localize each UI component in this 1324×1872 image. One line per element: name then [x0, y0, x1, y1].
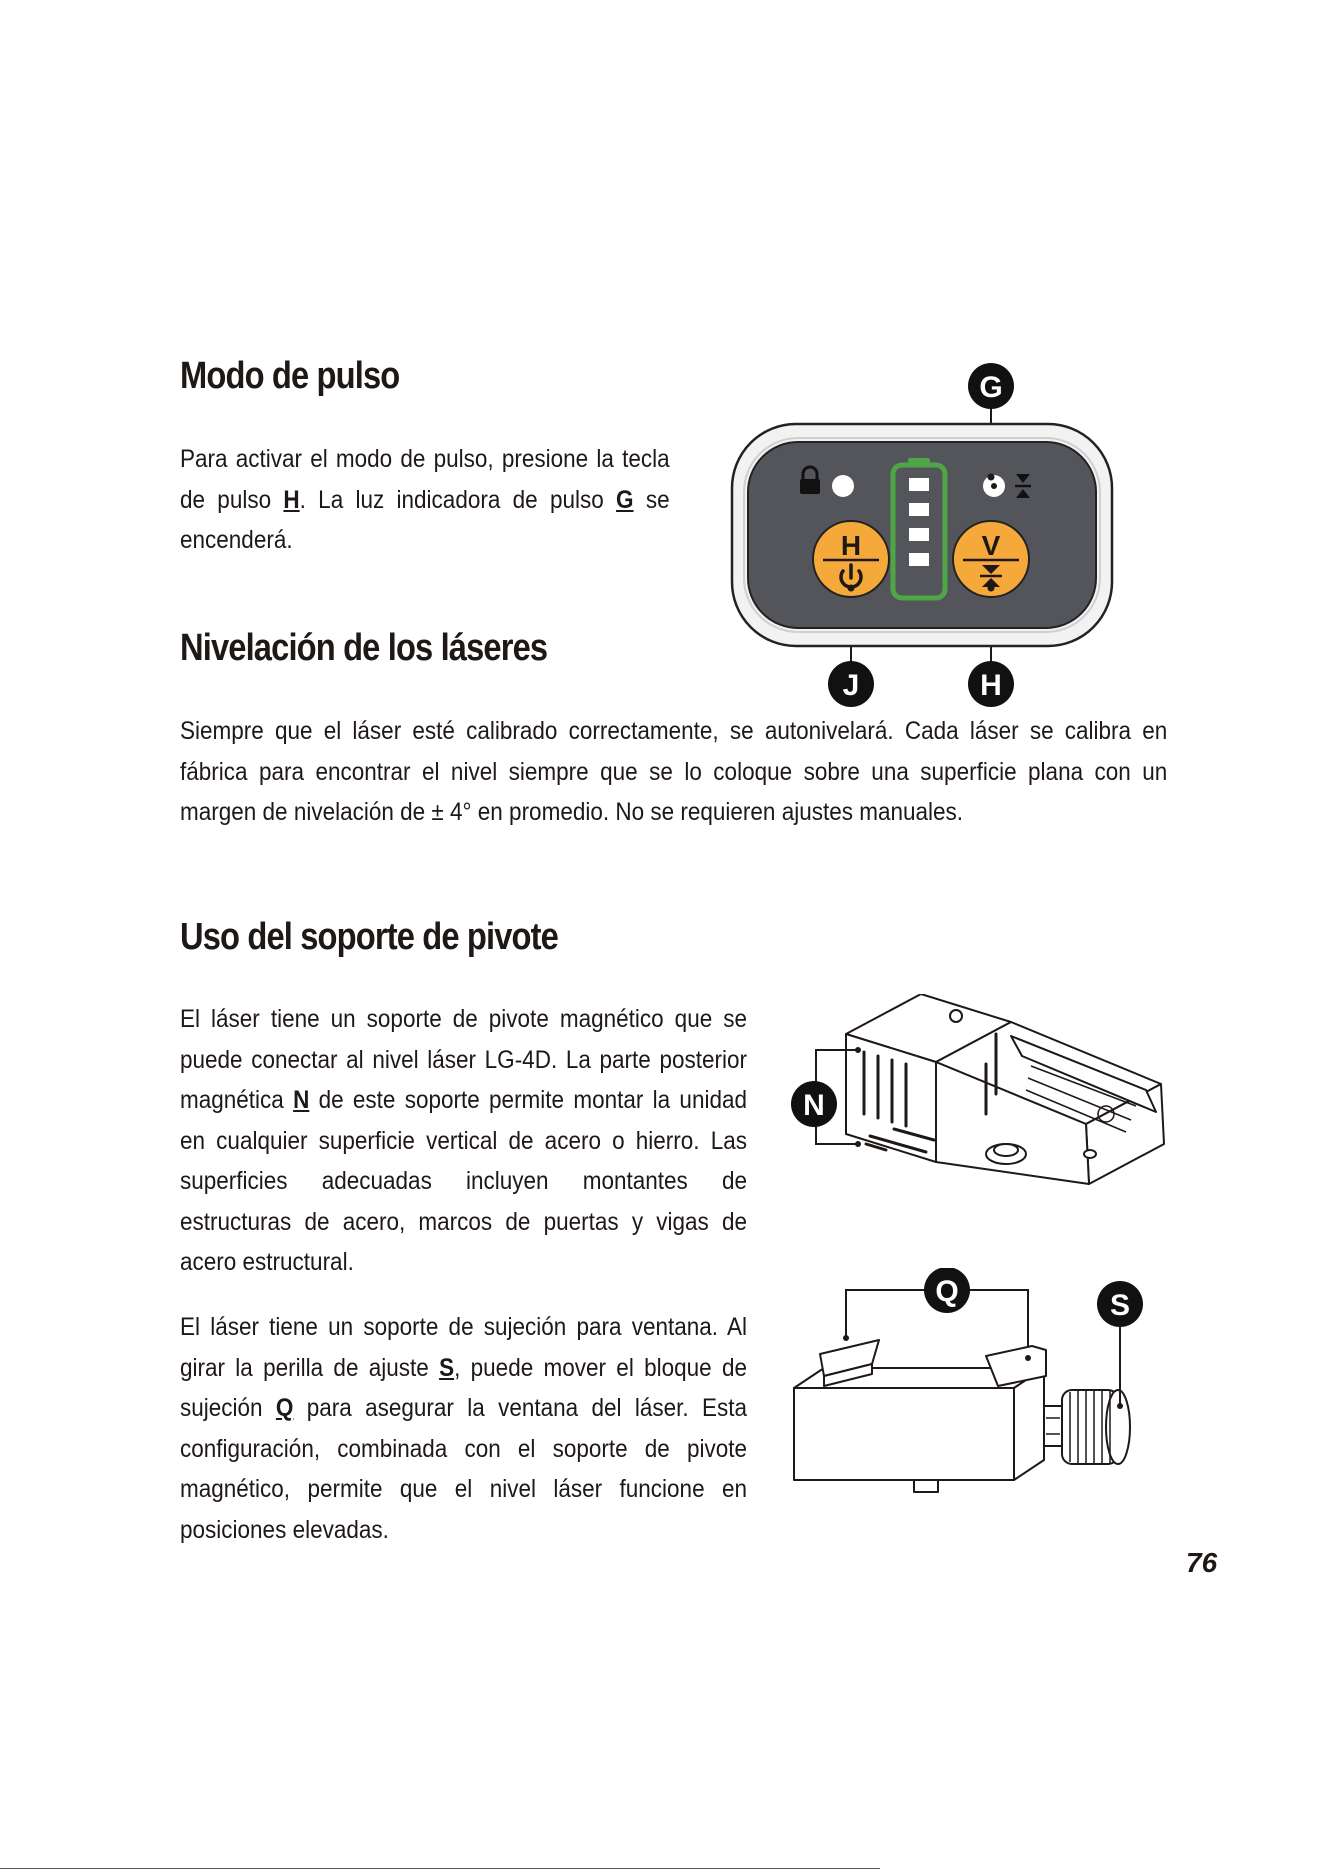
battery-bar [909, 503, 929, 516]
lock-indicator-light [832, 475, 854, 497]
window-clamp-paragraph [180, 1307, 747, 1550]
section-title-leveling: Nivelación de los láseres [180, 627, 548, 669]
magnetic-pivot-mount-figure [786, 994, 1176, 1204]
part-ref-n: N [293, 1086, 310, 1114]
text-run: Para activar el modo de pulso, presione la tecla de pulso [180, 445, 670, 514]
battery-bar [909, 528, 929, 541]
bottom-rule [0, 1868, 880, 1869]
text-run: , puede mover el bloque de sujeción [180, 1353, 747, 1422]
callout-g [968, 363, 1014, 409]
section-title-pulse-mode: Modo de pulso [180, 355, 400, 397]
svg-text:J: J [842, 669, 860, 702]
svg-text:G: G [979, 371, 1003, 404]
battery-indicator [893, 458, 945, 598]
svg-text:N: N [803, 1089, 825, 1122]
text-run: . La luz indicadora de pulso [299, 485, 617, 514]
section-title-pivot-mount: Uso del soporte de pivote [180, 916, 558, 958]
svg-text:Q: Q [935, 1275, 959, 1308]
leveling-paragraph: Siempre que el láser esté calibrado correctamente, se autonivelará. Cada láser se calibra en fábrica para encontrar el nivel siempre que se lo coloque sobre una superficie plana con un margen de nivelación de ± 4° en promedio. No se requieren ajustes manuales. [180, 717, 1168, 826]
callout-h [968, 661, 1014, 707]
page-number: 76 [1186, 1547, 1218, 1578]
battery-bar [909, 478, 929, 491]
pulse-mode-paragraph [180, 439, 670, 561]
text-run: El láser tiene un soporte de sujeción para ventana. Al girar la perilla de ajuste [180, 1313, 747, 1382]
key-ref-h: H [283, 485, 300, 514]
part-ref-s: S [439, 1353, 455, 1382]
text-run: de este soporte permite montar la unidad en cualquier superficie vertical de acero o hierro. Las superficies adecuadas incluyen montantes de estructuras de acero, marcos de puertas y vigas de acero estructural. [180, 1086, 747, 1276]
callout-j [828, 661, 874, 707]
text-run: se encenderá. [180, 485, 670, 554]
callout-s [1097, 1281, 1143, 1327]
horizontal-key-label: H [840, 530, 862, 561]
vertical-key-label: V [981, 530, 1001, 561]
callout-q [924, 1268, 970, 1313]
part-ref-q: Q [275, 1394, 294, 1422]
svg-text:H: H [980, 669, 1002, 702]
text-run: para asegurar la ventana del láser. Esta configuración, combinada con el soporte de pivote magnético, permite que el nivel láser funcione en posiciones elevadas. [180, 1394, 748, 1544]
callout-n [791, 1081, 837, 1127]
keypad-figure [730, 362, 1120, 712]
window-clamp-figure [784, 1268, 1164, 1518]
text-run: El láser tiene un soporte de pivote magnético que se puede conectar al nivel láser LG-4D. La parte posterior magnética [180, 1005, 747, 1114]
key-ref-g: G [616, 485, 634, 514]
svg-text:S: S [1109, 1289, 1131, 1322]
battery-bar [909, 553, 929, 566]
pivot-mount-paragraph [180, 999, 747, 1283]
